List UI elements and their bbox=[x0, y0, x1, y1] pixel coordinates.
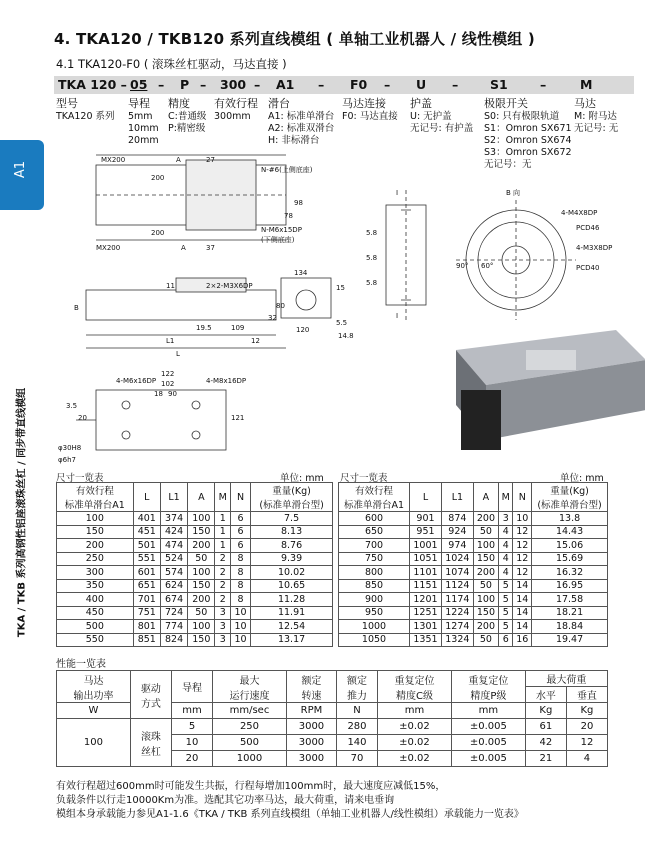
table-cell: 674 bbox=[160, 593, 187, 607]
table-cell: 350 bbox=[57, 579, 134, 593]
table-cell: 8 bbox=[231, 566, 251, 580]
table-cell: 5 bbox=[499, 606, 513, 620]
model-code-dash: – bbox=[452, 77, 459, 92]
table-row bbox=[57, 566, 333, 580]
table-cell: 2 bbox=[215, 579, 231, 593]
table-cell: 14 bbox=[513, 593, 532, 607]
dims-table-left bbox=[56, 482, 333, 647]
perf-head-repp: 重复定位 精度P级 bbox=[451, 671, 525, 703]
table-cell: 100 bbox=[188, 512, 215, 526]
table-cell: 14 bbox=[513, 606, 532, 620]
model-code-cover: U bbox=[416, 77, 427, 92]
svg-text:4-M6x16DP: 4-M6x16DP bbox=[116, 377, 157, 385]
table-cell: 4 bbox=[499, 539, 513, 553]
model-code-lead: 05 bbox=[130, 77, 148, 92]
engineering-drawings bbox=[56, 150, 645, 470]
svg-text:200: 200 bbox=[151, 229, 165, 237]
dims-header-row: 有效行程 标准单滑台A1 L L1 A M N 重量(Kg) (标准单滑台型) bbox=[339, 483, 608, 512]
svg-text:I: I bbox=[396, 189, 399, 197]
svg-text:20: 20 bbox=[78, 414, 87, 422]
svg-text:(下侧底座): (下侧底座) bbox=[261, 236, 295, 244]
svg-text:98: 98 bbox=[294, 199, 303, 207]
table-cell: 100 bbox=[473, 593, 498, 607]
table-cell: 850 bbox=[339, 579, 410, 593]
svg-text:3.5: 3.5 bbox=[66, 402, 78, 410]
svg-text:L1: L1 bbox=[166, 337, 175, 345]
table-cell: 624 bbox=[160, 579, 187, 593]
model-code-slider: A1 bbox=[276, 77, 295, 92]
table-cell: 150 bbox=[57, 525, 134, 539]
model-code-stroke: 300 bbox=[220, 77, 247, 92]
model-code-dash: – bbox=[158, 77, 165, 92]
table-cell: 12 bbox=[513, 552, 532, 566]
table-cell: 13.17 bbox=[251, 633, 333, 647]
table-cell: 8.13 bbox=[251, 525, 333, 539]
table-cell: 50 bbox=[473, 633, 498, 647]
table-cell: 951 bbox=[410, 525, 442, 539]
svg-text:80: 80 bbox=[276, 302, 285, 310]
table-cell: 1074 bbox=[441, 566, 473, 580]
table-cell: 12 bbox=[513, 525, 532, 539]
table-cell: 5 bbox=[499, 620, 513, 634]
perf-head-drive: 驱动 方式 bbox=[130, 671, 171, 719]
table-cell: 801 bbox=[133, 620, 160, 634]
perf-head-load: 最大荷重 bbox=[525, 671, 607, 687]
table-cell: 651 bbox=[133, 579, 160, 593]
perf-head-rpm: 额定 转速 bbox=[286, 671, 336, 703]
table-row bbox=[57, 525, 333, 539]
table-cell: 500 bbox=[57, 620, 134, 634]
table-cell: 650 bbox=[339, 525, 410, 539]
table-cell: 1101 bbox=[410, 566, 442, 580]
perf-head-thrust: 额定 推力 bbox=[336, 671, 377, 703]
table-cell: 1174 bbox=[441, 593, 473, 607]
model-code-limit: S1 bbox=[490, 77, 508, 92]
table-cell: 11.28 bbox=[251, 593, 333, 607]
field-model: 型号 TKA120 系列 bbox=[56, 97, 115, 122]
svg-text:MX200: MX200 bbox=[96, 244, 121, 252]
perf-head-power: 马达 输出功率 bbox=[57, 671, 131, 703]
table-cell: 501 bbox=[133, 539, 160, 553]
table-cell: 150 bbox=[188, 633, 215, 647]
svg-text:32: 32 bbox=[268, 314, 277, 322]
table-cell: 424 bbox=[160, 525, 187, 539]
chapter-tab: A1 bbox=[0, 140, 44, 210]
table-cell: 15.06 bbox=[532, 539, 608, 553]
model-code-accuracy: P bbox=[180, 77, 190, 92]
table-cell: 50 bbox=[188, 606, 215, 620]
svg-text:11: 11 bbox=[166, 282, 175, 290]
svg-text:60°: 60° bbox=[481, 262, 494, 270]
svg-text:90°: 90° bbox=[456, 262, 469, 270]
table-cell: 950 bbox=[339, 606, 410, 620]
svg-text:A: A bbox=[176, 156, 181, 164]
table-cell: 451 bbox=[133, 525, 160, 539]
table-cell: 601 bbox=[133, 566, 160, 580]
table-cell: 16.32 bbox=[532, 566, 608, 580]
svg-text:N-#6(上侧底座): N-#6(上侧底座) bbox=[261, 166, 313, 174]
model-code-motor: M bbox=[580, 77, 593, 92]
table-row bbox=[339, 539, 608, 553]
table-cell: 1124 bbox=[441, 579, 473, 593]
dims-caption-right: 尺寸一览表 bbox=[340, 473, 388, 484]
table-cell: 150 bbox=[188, 525, 215, 539]
table-cell: 1050 bbox=[339, 633, 410, 647]
table-cell: 700 bbox=[339, 539, 410, 553]
svg-text:5.8: 5.8 bbox=[366, 254, 378, 262]
dims-unit-right: 单位: mm bbox=[560, 473, 604, 484]
model-code-motor-conn: F0 bbox=[350, 77, 368, 92]
table-cell: 4 bbox=[499, 566, 513, 580]
table-cell: 924 bbox=[441, 525, 473, 539]
table-cell: 901 bbox=[410, 512, 442, 526]
table-row bbox=[57, 593, 333, 607]
table-cell: 8 bbox=[231, 552, 251, 566]
table-cell: 851 bbox=[133, 633, 160, 647]
chapter-side-text: TKA / TKB 系列高钢性铝座滚珠丝杠 / 同步带直线模组 bbox=[16, 387, 28, 638]
table-cell: 10.65 bbox=[251, 579, 333, 593]
perf-power: 100 bbox=[57, 719, 131, 767]
table-cell: 100 bbox=[188, 620, 215, 634]
perf-head-lead: 导程 bbox=[171, 671, 212, 703]
svg-text:2×2-M3X6DP: 2×2-M3X6DP bbox=[206, 282, 253, 290]
svg-text:B 向: B 向 bbox=[506, 189, 521, 197]
table-cell: 1 bbox=[215, 525, 231, 539]
table-cell: 1000 bbox=[339, 620, 410, 634]
table-cell: 524 bbox=[160, 552, 187, 566]
table-cell: 6 bbox=[231, 525, 251, 539]
table-cell: 3 bbox=[499, 512, 513, 526]
table-row bbox=[57, 539, 333, 553]
perf-head-speed: 最大 运行速度 bbox=[213, 671, 287, 703]
page-title: 4. TKA120 / TKB120 系列直线模组 ( 单轴工业机器人 / 线性模组 ) bbox=[54, 30, 535, 48]
table-cell: 2 bbox=[215, 552, 231, 566]
model-code-dash: – bbox=[384, 77, 391, 92]
table-cell: 550 bbox=[57, 633, 134, 647]
table-cell: 14 bbox=[513, 579, 532, 593]
table-cell: 14.43 bbox=[532, 525, 608, 539]
table-cell: 4 bbox=[499, 552, 513, 566]
perf-row: 100 滚珠 丝杠 5 250 3000 280 ±0.02 ±0.005 61 20 bbox=[57, 719, 608, 735]
svg-text:MX200: MX200 bbox=[101, 156, 126, 164]
table-row bbox=[57, 552, 333, 566]
table-cell: 5 bbox=[499, 593, 513, 607]
table-cell: 100 bbox=[473, 539, 498, 553]
table-cell: 5 bbox=[499, 579, 513, 593]
svg-text:90: 90 bbox=[168, 390, 177, 398]
svg-text:4-M8x16DP: 4-M8x16DP bbox=[206, 377, 247, 385]
table-cell: 7.5 bbox=[251, 512, 333, 526]
table-cell: 3 bbox=[215, 620, 231, 634]
svg-text:A: A bbox=[181, 244, 186, 252]
svg-text:4-M4X8DP: 4-M4X8DP bbox=[561, 209, 598, 217]
perf-caption: 性能一览表 bbox=[56, 659, 106, 670]
svg-text:37: 37 bbox=[206, 244, 215, 252]
table-cell: 250 bbox=[57, 552, 134, 566]
table-cell: 2 bbox=[215, 593, 231, 607]
dims-caption-left: 尺寸一览表 bbox=[56, 473, 104, 484]
table-cell: 200 bbox=[188, 539, 215, 553]
table-cell: 1351 bbox=[410, 633, 442, 647]
svg-text:109: 109 bbox=[231, 324, 245, 332]
table-row bbox=[339, 633, 608, 647]
svg-text:5.5: 5.5 bbox=[336, 319, 348, 327]
table-cell: 6 bbox=[499, 633, 513, 647]
svg-text:78: 78 bbox=[284, 212, 293, 220]
table-cell: 400 bbox=[57, 593, 134, 607]
table-cell: 100 bbox=[188, 566, 215, 580]
svg-text:L: L bbox=[176, 350, 180, 358]
table-cell: 874 bbox=[441, 512, 473, 526]
table-cell: 900 bbox=[339, 593, 410, 607]
table-cell: 401 bbox=[133, 512, 160, 526]
svg-text:φ30H8: φ30H8 bbox=[58, 444, 82, 452]
svg-text:N-M6x15DP: N-M6x15DP bbox=[261, 226, 302, 234]
field-cover: 护盖 U: 无护盖 无记号: 有护盖 bbox=[410, 97, 474, 134]
table-row bbox=[339, 525, 608, 539]
svg-text:121: 121 bbox=[231, 414, 245, 422]
carriage-drawing bbox=[76, 390, 226, 450]
table-row bbox=[339, 512, 608, 526]
table-cell: 551 bbox=[133, 552, 160, 566]
table-cell: 12 bbox=[513, 566, 532, 580]
table-cell: 1151 bbox=[410, 579, 442, 593]
perf-drive: 滚珠 丝杠 bbox=[130, 719, 171, 767]
svg-text:120: 120 bbox=[296, 326, 310, 334]
table-row bbox=[57, 606, 333, 620]
table-cell: 750 bbox=[339, 552, 410, 566]
table-cell: 12.54 bbox=[251, 620, 333, 634]
table-cell: 200 bbox=[473, 512, 498, 526]
table-cell: 374 bbox=[160, 512, 187, 526]
table-cell: 9.39 bbox=[251, 552, 333, 566]
table-row bbox=[339, 579, 608, 593]
section-subtitle: 4.1 TKA120-F0 ( 滚珠丝杠驱动，马达直接 ) bbox=[56, 57, 287, 71]
table-cell: 150 bbox=[473, 606, 498, 620]
table-cell: 4 bbox=[499, 525, 513, 539]
model-code-dash: – bbox=[318, 77, 325, 92]
table-cell: 1 bbox=[215, 539, 231, 553]
table-row bbox=[339, 606, 608, 620]
table-cell: 1 bbox=[215, 512, 231, 526]
field-lead: 导程 5mm 10mm 20mm bbox=[128, 97, 159, 146]
dims-unit-left: 单位: mm bbox=[280, 473, 324, 484]
table-cell: 10 bbox=[231, 620, 251, 634]
table-cell: 13.8 bbox=[532, 512, 608, 526]
table-cell: 300 bbox=[57, 566, 134, 580]
table-cell: 200 bbox=[473, 620, 498, 634]
svg-text:27: 27 bbox=[206, 156, 215, 164]
field-motor: 马达 M: 附马达 无记号: 无 bbox=[574, 97, 619, 134]
table-cell: 1051 bbox=[410, 552, 442, 566]
table-row bbox=[339, 552, 608, 566]
table-cell: 150 bbox=[188, 579, 215, 593]
table-cell: 50 bbox=[473, 579, 498, 593]
table-cell: 10.02 bbox=[251, 566, 333, 580]
svg-text:14.8: 14.8 bbox=[338, 332, 354, 340]
table-cell: 824 bbox=[160, 633, 187, 647]
perf-table: 马达 输出功率 驱动 方式 导程 最大 运行速度 额定 转速 额定 推力 重复定位 精度C级 重复定位 精度P级 最大荷重 水平 垂直 W mm mm/sec RPM N mm mm Kg Kg 100 滚珠 丝杠 5 250 3000 280 ±0.02 ±0.005 61 20 10 500 3000 140 ±0.02 ±0.005 42 12 20 1000 3000 70 ±0.02 ±0.005 21 4 bbox=[56, 670, 608, 767]
svg-text:5.8: 5.8 bbox=[366, 279, 378, 287]
table-cell: 50 bbox=[473, 525, 498, 539]
table-cell: 8 bbox=[231, 579, 251, 593]
table-cell: 1251 bbox=[410, 606, 442, 620]
table-cell: 1024 bbox=[441, 552, 473, 566]
field-accuracy: 精度 C:普通级 P:精密级 bbox=[168, 97, 207, 134]
table-cell: 18.84 bbox=[532, 620, 608, 634]
model-code-series: TKA 120 – bbox=[58, 77, 127, 92]
table-row bbox=[57, 579, 333, 593]
table-cell: 6 bbox=[231, 512, 251, 526]
table-cell: 474 bbox=[160, 539, 187, 553]
table-cell: 17.58 bbox=[532, 593, 608, 607]
svg-text:200: 200 bbox=[151, 174, 165, 182]
svg-text:PCD46: PCD46 bbox=[576, 224, 600, 232]
notes bbox=[56, 780, 524, 822]
table-cell: 150 bbox=[473, 552, 498, 566]
table-cell: 774 bbox=[160, 620, 187, 634]
note-line: 模组本身承载能力参见A1-1.6《TKA / TKB 系列直线模组（单轴工业机器人/线性模组）承载能力一览表》 bbox=[56, 809, 524, 820]
table-cell: 100 bbox=[57, 512, 134, 526]
table-row bbox=[57, 633, 333, 647]
dims-table-right bbox=[338, 482, 608, 647]
table-cell: 19.47 bbox=[532, 633, 608, 647]
table-cell: 701 bbox=[133, 593, 160, 607]
table-cell: 10 bbox=[231, 633, 251, 647]
note-line: 有效行程超过600mm时可能发生共振，行程每增加100mm时，最大速度应减低15%， bbox=[56, 781, 446, 792]
table-cell: 10 bbox=[231, 606, 251, 620]
perf-head-repc: 重复定位 精度C级 bbox=[378, 671, 452, 703]
table-cell: 50 bbox=[188, 552, 215, 566]
table-row bbox=[339, 593, 608, 607]
table-cell: 974 bbox=[441, 539, 473, 553]
svg-text:122: 122 bbox=[161, 370, 175, 378]
top-view-drawing bbox=[96, 155, 286, 240]
model-code-dash: – bbox=[200, 77, 207, 92]
table-cell: 1301 bbox=[410, 620, 442, 634]
perf-row: 10 500 3000 140 ±0.02 ±0.005 42 12 bbox=[57, 735, 608, 751]
note-line: 负载条件以行走10000Km为准。选配其它功率马达，最大荷重，请来电垂询 bbox=[56, 795, 395, 806]
table-row bbox=[339, 620, 608, 634]
table-cell: 1324 bbox=[441, 633, 473, 647]
svg-text:5.8: 5.8 bbox=[366, 229, 378, 237]
dims-header-row: 有效行程 标准单滑台A1 L L1 A M N 重量(Kg) (标准单滑台型) bbox=[57, 483, 333, 512]
perf-row: 20 1000 3000 70 ±0.02 ±0.005 21 4 bbox=[57, 751, 608, 767]
table-cell: 10 bbox=[513, 512, 532, 526]
table-cell: 15.69 bbox=[532, 552, 608, 566]
table-cell: 6 bbox=[231, 539, 251, 553]
table-row bbox=[339, 566, 608, 580]
svg-text:12: 12 bbox=[251, 337, 260, 345]
table-cell: 200 bbox=[57, 539, 134, 553]
table-cell: 450 bbox=[57, 606, 134, 620]
model-code-dash: – bbox=[254, 77, 261, 92]
table-row bbox=[57, 620, 333, 634]
model-code-dash: – bbox=[540, 77, 547, 92]
svg-text:134: 134 bbox=[294, 269, 308, 277]
table-cell: 8.76 bbox=[251, 539, 333, 553]
svg-text:4-M3X8DP: 4-M3X8DP bbox=[576, 244, 613, 252]
table-cell: 14 bbox=[513, 620, 532, 634]
table-cell: 1274 bbox=[441, 620, 473, 634]
table-cell: 800 bbox=[339, 566, 410, 580]
table-cell: 751 bbox=[133, 606, 160, 620]
svg-text:19.5: 19.5 bbox=[196, 324, 212, 332]
field-stroke: 有效行程 300mm bbox=[214, 97, 258, 122]
table-cell: 8 bbox=[231, 593, 251, 607]
table-cell: 18.21 bbox=[532, 606, 608, 620]
table-cell: 3 bbox=[215, 633, 231, 647]
section-view-drawing bbox=[386, 190, 426, 320]
perf-head-load-h: 水平 bbox=[525, 687, 566, 703]
table-cell: 200 bbox=[188, 593, 215, 607]
svg-text:102: 102 bbox=[161, 380, 175, 388]
table-cell: 600 bbox=[339, 512, 410, 526]
perf-head-load-v: 垂直 bbox=[566, 687, 607, 703]
svg-text:I: I bbox=[396, 312, 399, 320]
field-limit-switch: 极限开关 S0: 只有极限轨道 S1：Omron SX671 S2：Omron SX674 S3：Omron SX672 无记号：无 bbox=[484, 97, 572, 170]
product-render bbox=[456, 330, 645, 450]
table-cell: 200 bbox=[473, 566, 498, 580]
svg-text:18: 18 bbox=[154, 390, 163, 398]
table-cell: 1001 bbox=[410, 539, 442, 553]
table-cell: 16 bbox=[513, 633, 532, 647]
svg-text:B: B bbox=[74, 304, 79, 312]
table-cell: 3 bbox=[215, 606, 231, 620]
table-row bbox=[57, 512, 333, 526]
field-slider: 滑台 A1: 标准单滑台 A2: 标准双滑台 H: 非标滑台 bbox=[268, 97, 335, 146]
table-cell: 16.95 bbox=[532, 579, 608, 593]
svg-text:15: 15 bbox=[336, 284, 345, 292]
svg-text:φ6h7: φ6h7 bbox=[58, 456, 76, 464]
table-cell: 574 bbox=[160, 566, 187, 580]
flange-view-drawing bbox=[456, 200, 576, 320]
field-motor-conn: 马达连接 F0: 马达直接 bbox=[342, 97, 398, 122]
table-cell: 2 bbox=[215, 566, 231, 580]
table-cell: 11.91 bbox=[251, 606, 333, 620]
table-cell: 724 bbox=[160, 606, 187, 620]
table-cell: 12 bbox=[513, 539, 532, 553]
table-cell: 1201 bbox=[410, 593, 442, 607]
svg-text:PCD40: PCD40 bbox=[576, 264, 600, 272]
table-cell: 1224 bbox=[441, 606, 473, 620]
